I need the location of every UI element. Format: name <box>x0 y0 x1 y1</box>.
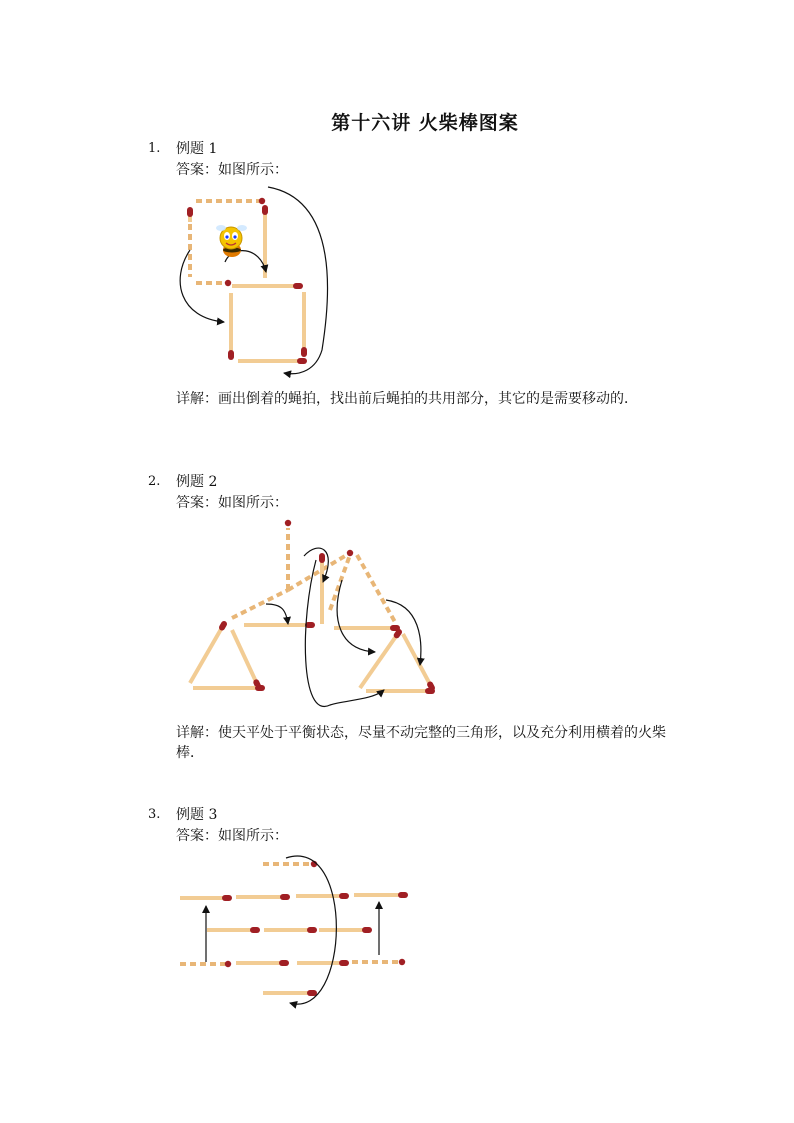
move-arrow <box>180 250 224 322</box>
example-1-label: 例题 1 <box>176 141 218 157</box>
example-3-answer: 答案：如图所示： <box>176 828 288 844</box>
matchstick <box>190 624 224 683</box>
example-1-number: 1. <box>148 141 161 156</box>
dashed-matchstick <box>232 590 288 618</box>
dashed-matchstick <box>357 555 395 622</box>
example-2-number: 2. <box>148 474 161 489</box>
dashed-matchstick <box>263 861 317 867</box>
example-1-answer: 答案：如图所示： <box>176 162 288 178</box>
matchstick <box>360 632 399 688</box>
figure-1-flyswatter <box>180 187 327 374</box>
move-arrow <box>268 187 328 374</box>
dashed-matchstick <box>352 959 405 965</box>
figure-2-balance <box>190 520 432 707</box>
figure-3-matches <box>180 856 405 1004</box>
dashed-matchstick <box>196 280 231 286</box>
matchstick <box>232 630 258 686</box>
bee-icon <box>216 225 247 257</box>
example-3-label: 例题 3 <box>176 807 218 823</box>
example-2-label: 例题 2 <box>176 474 218 490</box>
example-2-answer: 答案：如图所示： <box>176 495 288 511</box>
page-title: 第十六讲 火柴棒图案 <box>331 112 519 134</box>
example-3-number: 3. <box>148 807 161 822</box>
move-arrow <box>266 604 288 624</box>
example-2-explanation: 详解：使天平处于平衡状态，尽量不动完整的三角形，以及充分利用横着的火柴棒． <box>176 725 666 761</box>
dashed-matchstick <box>196 198 265 204</box>
move-arrow <box>337 580 375 652</box>
example-1-explanation: 详解：画出倒着的蝇拍，找出前后蝇拍的共用部分，其它的是需要移动的． <box>176 391 638 407</box>
matchstick <box>403 634 432 688</box>
